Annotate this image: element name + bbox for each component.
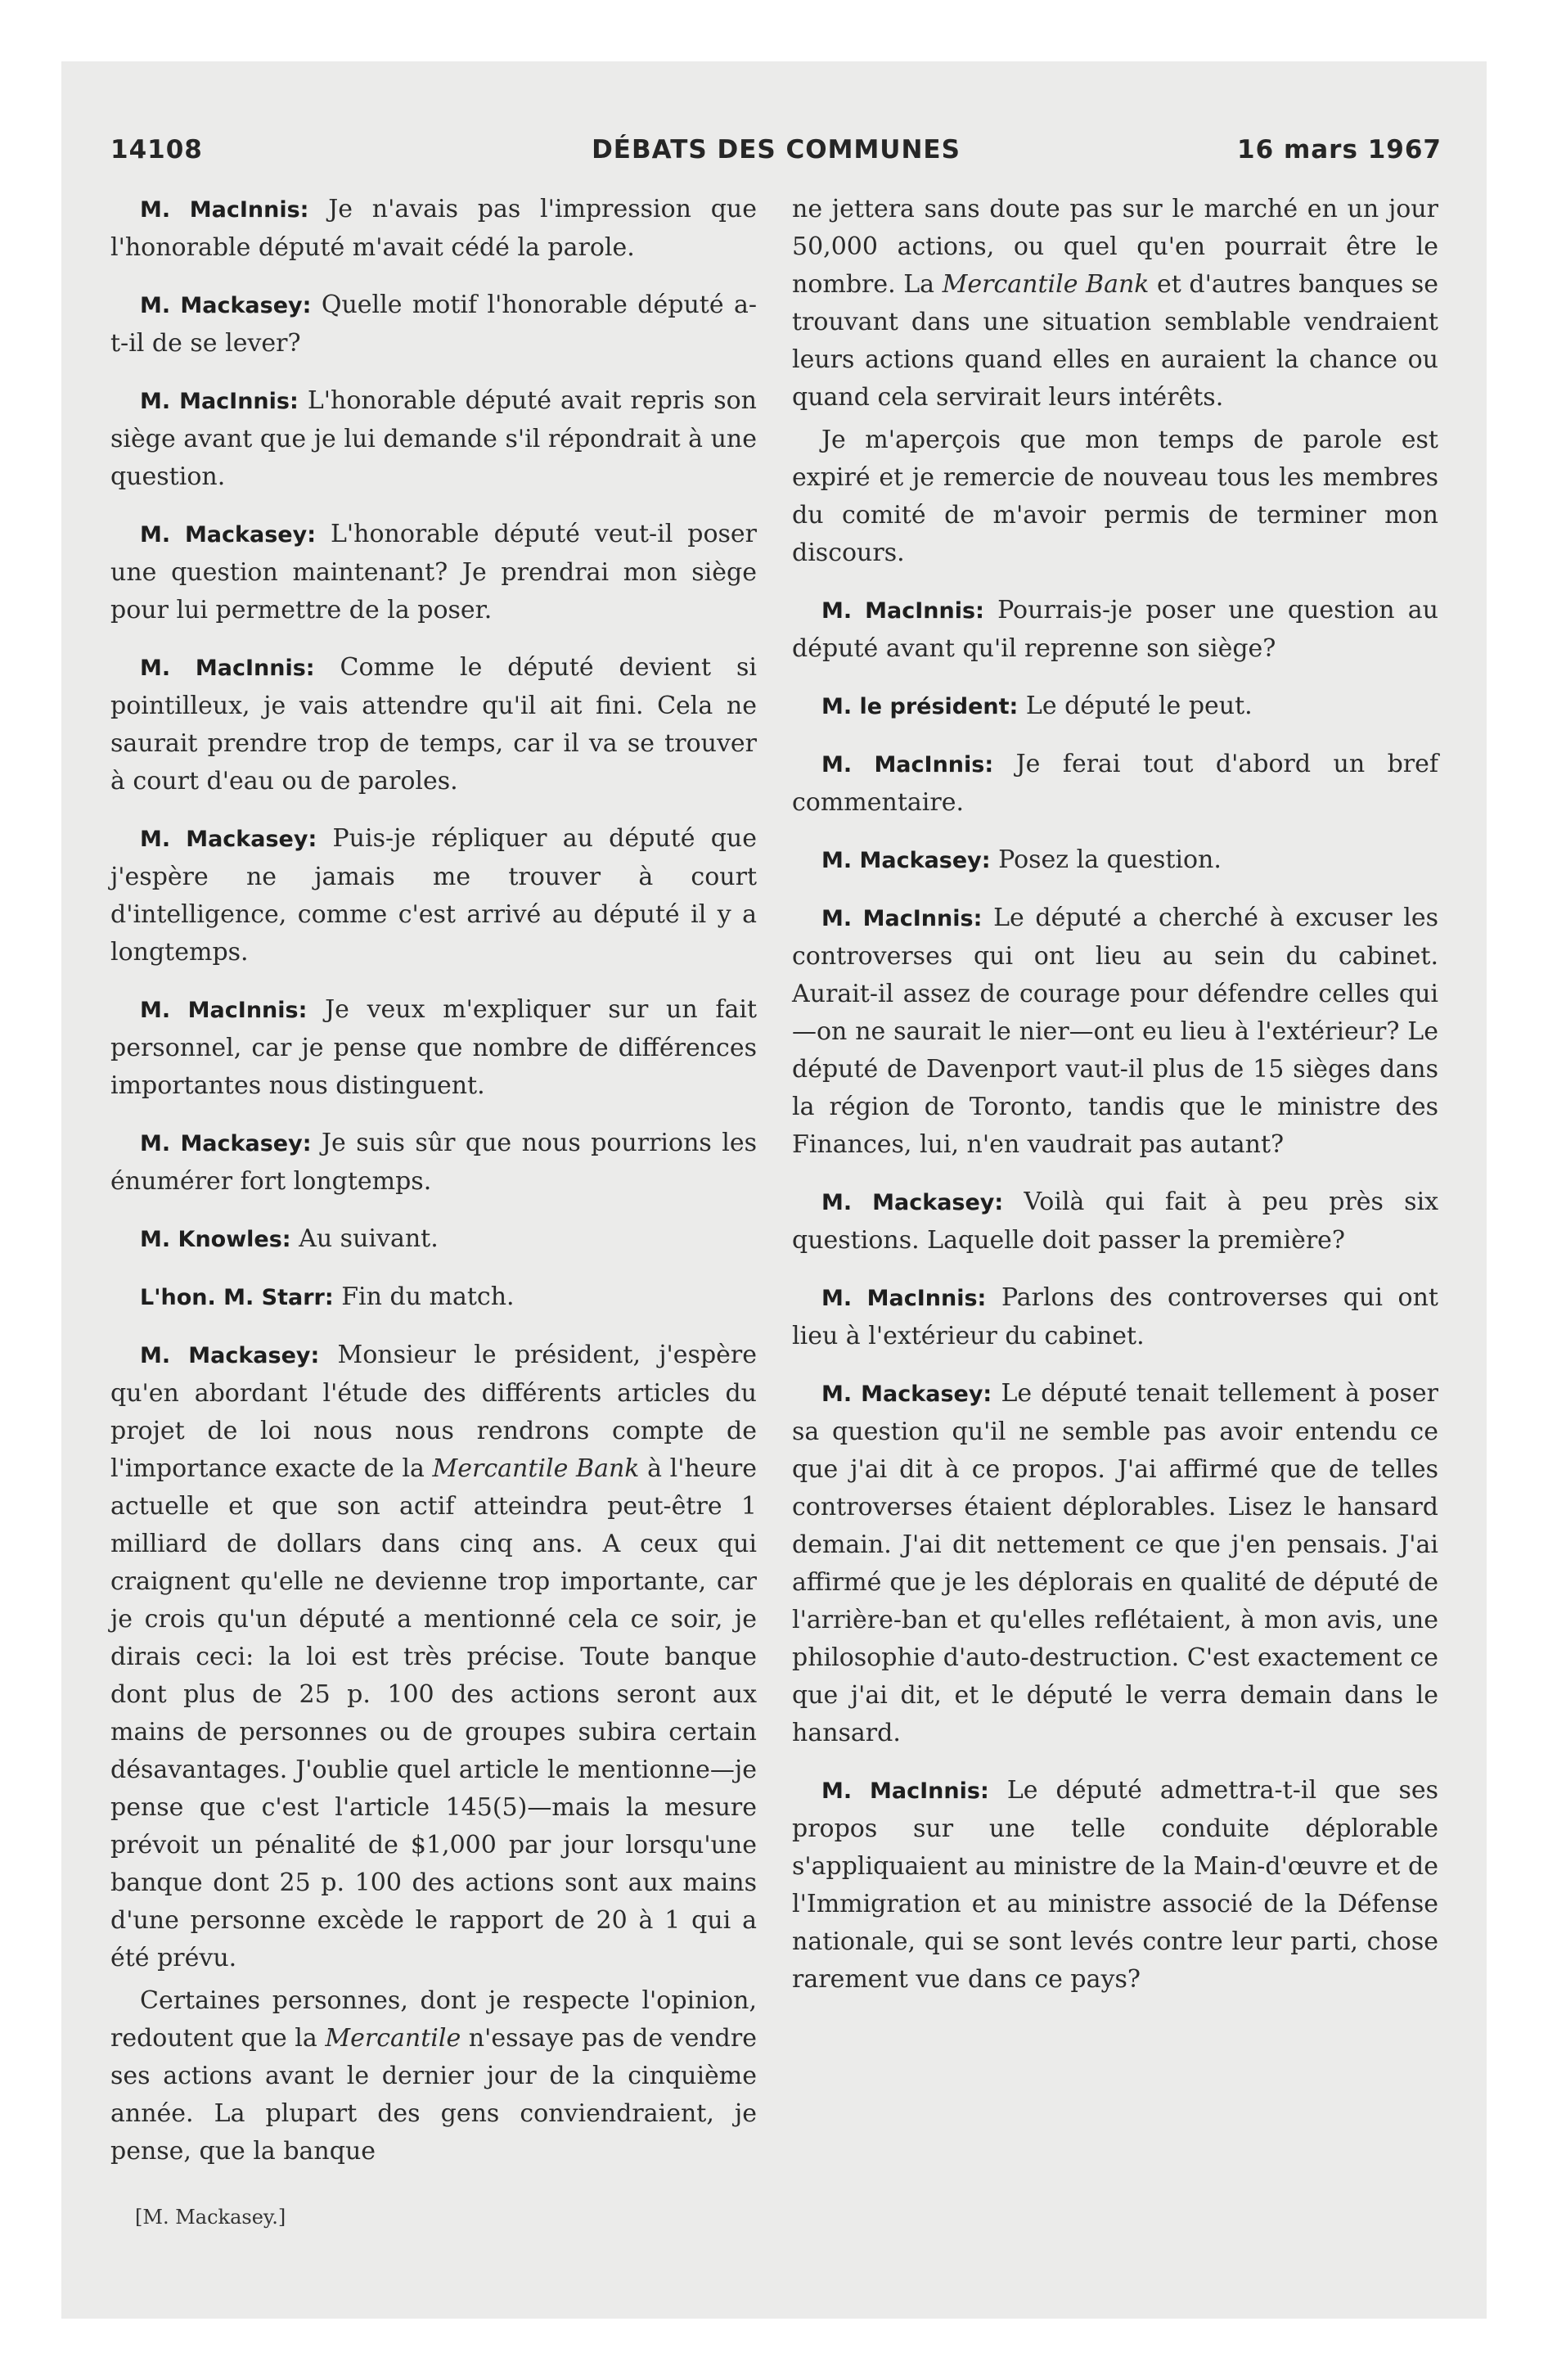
speech-text: à l'heure actuelle et que son actif atteindra peut-être 1 milliard de dollars dans cinq ans. A ceux qui craignent qu'elle ne devienne trop importante, car je crois qu'un député a mentionné cela ce soir, je dirais ceci: la loi est très précise. Toute banque dont plus de 25 p. 100 des actions seront aux mains de personnes ou de groupes subira certain désavantages. J'oublie quel article le mentionne—je pense que c'est l'article 145(5)—mais la mesure prévoit un pénalité de $1,000 par jour lorsqu'une banque dont 25 p. 100 des actions sont aux mains d'une personne excède le rapport de 20 à 1 qui a été prévu. xyxy=(110,1454,758,1972)
speaker-name: M. Mackasey: xyxy=(821,1382,992,1407)
speech-text: Je m'aperçois que mon temps de parole est expiré et je remercie de nouveau tous les membres du comité de m'avoir permis de terminer mon discours. xyxy=(792,426,1438,567)
paragraph xyxy=(110,649,757,800)
speaker-name: M. Mackasey: xyxy=(140,293,312,318)
paragraph xyxy=(110,1125,757,1201)
speaker-name: M. Mackasey: xyxy=(821,848,991,873)
speech-text: Posez la question. xyxy=(998,845,1222,874)
speech-text: Comme le député devient si pointilleux, je vais attendre qu'il ait fini. Cela ne saurait prendre trop de temps, car il va se trouver à court d'eau ou de paroles. xyxy=(110,653,757,796)
speaker-name: M. MacInnis: xyxy=(140,197,309,223)
speaker-name: M. Mackasey: xyxy=(140,827,317,852)
paragraph xyxy=(792,1183,1438,1260)
paragraph xyxy=(110,1982,757,2170)
paragraph xyxy=(110,191,757,267)
speaker-name: M. MacInnis: xyxy=(821,906,983,931)
speaker-name: M. MacInnis: xyxy=(821,1286,987,1311)
speaker-name: M. Mackasey: xyxy=(140,1131,312,1156)
speech-text: Quelle motif l'honorable député a-t-il de se lever? xyxy=(110,291,757,358)
publication-title: DÉBATS DES COMMUNES xyxy=(592,135,961,165)
speaker-name: M. le président: xyxy=(821,694,1019,719)
speech-text: n'essaye pas de vendre ses actions avant le dernier jour de la cinquième année. La plupart des gens conviendraient, je pense, que la banque xyxy=(110,2024,757,2166)
page-header xyxy=(110,135,1442,176)
speech-text: L'honorable député avait repris son siège avant que je lui demande s'il répondrait à une question. xyxy=(110,386,757,491)
paragraph xyxy=(792,687,1438,726)
speaker-name: M. MacInnis: xyxy=(821,1778,989,1804)
speaker-name: L'hon. M. Starr: xyxy=(140,1285,334,1310)
speech-text: Parlons des controverses qui ont lieu à l'extérieur du cabinet. xyxy=(792,1283,1438,1350)
speech-text: Je veux m'expliquer sur un fait personnel, car je pense que nombre de différences importantes nous distinguent. xyxy=(110,995,757,1100)
paragraph xyxy=(792,191,1438,417)
speaker-name: M. Mackasey: xyxy=(821,1190,1004,1215)
speaker-name: M. Knowles: xyxy=(140,1227,291,1252)
speech-text: L'honorable député veut-il poser une question maintenant? Je prendrai mon siège pour lui permettre de la poser. xyxy=(110,520,758,624)
page-date: 16 mars 1967 xyxy=(1237,135,1442,165)
speech-text: Puis-je répliquer au député que j'espère ne jamais me trouver à court d'intelligence, comme c'est arrivé au député il y a longtemps. xyxy=(110,824,757,967)
italic-text: Mercantile Bank xyxy=(942,270,1150,299)
italic-text: Mercantile Bank xyxy=(432,1454,640,1483)
speech-text: Voilà qui fait à peu près six questions. Laquelle doit passer la première? xyxy=(792,1188,1438,1255)
speaker-name: M. MacInnis: xyxy=(140,656,315,681)
paragraph xyxy=(792,841,1438,880)
paragraph xyxy=(110,286,757,363)
paragraph xyxy=(792,1375,1438,1752)
page-number: 14108 xyxy=(110,135,203,165)
paragraph xyxy=(792,592,1438,668)
speech-text: Je suis sûr que nous pourrions les énumérer fort longtemps. xyxy=(110,1129,758,1196)
speech-text: Le député a cherché à excuser les controverses qui ont lieu au sein du cabinet. Aurait-il assez de courage pour défendre celles qui—on ne saurait le nier—ont eu lieu à l'extérieur? Le député de Davenport vaut-il plus de 15 sièges dans la région de Toronto, tandis que le ministre des Finances, lui, n'en vaudrait pas autant? xyxy=(792,904,1438,1159)
left-column xyxy=(110,191,757,2190)
speech-text: et d'autres banques se trouvant dans une situation semblable vendraient leurs actions quand elles en auraient la chance ou quand cela servirait leurs intérêts. xyxy=(792,270,1438,412)
speaker-name: M. Mackasey: xyxy=(140,522,316,548)
paragraph xyxy=(110,1278,757,1317)
paragraph xyxy=(110,820,757,971)
paragraph xyxy=(110,516,757,629)
speech-text: Certaines personnes, dont je respecte l'opinion, redoutent que la xyxy=(110,1986,757,2053)
speaker-name: M. MacInnis: xyxy=(140,998,308,1023)
paragraph xyxy=(792,1772,1438,1999)
speech-text: Au suivant. xyxy=(299,1224,439,1253)
paragraph xyxy=(110,991,757,1105)
speech-text: Je n'avais pas l'impression que l'honorable député m'avait cédé la parole. xyxy=(110,195,758,262)
paragraph xyxy=(792,421,1438,572)
paragraph xyxy=(792,899,1438,1164)
speaker-name: M. MacInnis: xyxy=(821,752,994,778)
speech-text: Le député le peut. xyxy=(1025,692,1253,720)
speech-text: Je ferai tout d'abord un bref commentaire. xyxy=(792,750,1439,817)
speech-text: Monsieur le président, j'espère qu'en abordant l'étude des différents articles du projet de loi nous nous rendrons compte de l'importance exacte de la xyxy=(110,1341,758,1483)
speaker-name: M. MacInnis: xyxy=(821,598,984,624)
document-page xyxy=(61,61,1487,2319)
paragraph xyxy=(110,382,757,496)
paragraph xyxy=(110,1220,757,1259)
paragraph xyxy=(110,1336,757,1977)
speech-text: Le député tenait tellement à poser sa question qu'il ne semble pas avoir entendu ce que j'ai dit à ce propos. J'ai affirmé que de telles controverses étaient déplorables. Lisez le hansard demain. J'ai dit nettement ce que j'en pensais. J'ai affirmé que je les déplorais en qualité de député de l'arrière-ban et qu'elles reflétaient, à mon avis, une philosophie d'auto-destruction. C'est exactement ce que j'ai dit, et le député le verra demain dans le hansard. xyxy=(792,1379,1438,1747)
speaker-footer-tag: [M. Mackasey.] xyxy=(135,2206,286,2229)
italic-text: Mercantile xyxy=(325,2024,461,2053)
speaker-name: M. MacInnis: xyxy=(140,389,299,414)
speech-text: Pourrais-je poser une question au député avant qu'il reprenne son siège? xyxy=(792,596,1438,663)
right-column xyxy=(792,191,1438,2018)
speaker-name: M. Mackasey: xyxy=(140,1343,320,1368)
paragraph xyxy=(792,1279,1438,1355)
speech-text: Le député admettra-t-il que ses propos sur une telle conduite déplorable s'appliquaient au ministre de la Main-d'œuvre et de l'Immigration et au ministre associé de la Défense nationale, qui se sont levés contre leur parti, chose rarement vue dans ce pays? xyxy=(792,1776,1438,1994)
speech-text: ne jettera sans doute pas sur le marché en un jour 50,000 actions, ou quel qu'en pourrait être le nombre. La xyxy=(792,195,1438,299)
paragraph xyxy=(792,746,1438,822)
speech-text: Fin du match. xyxy=(341,1282,515,1311)
